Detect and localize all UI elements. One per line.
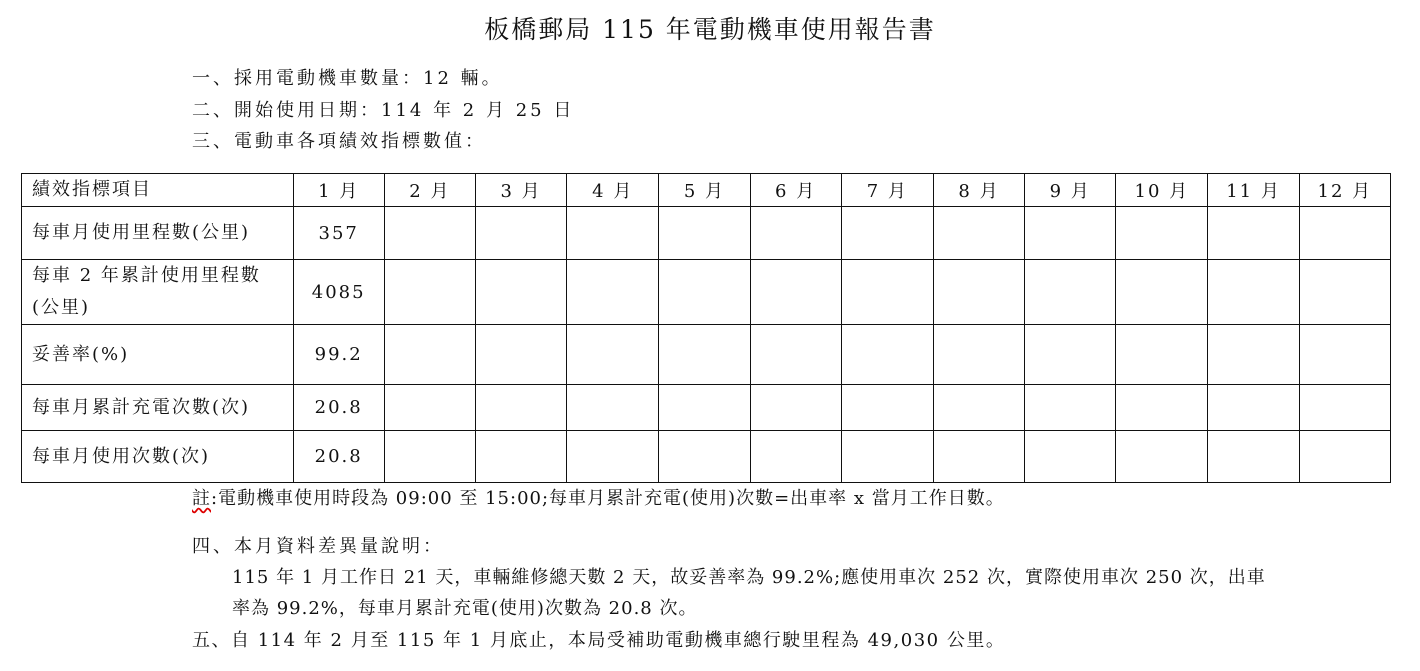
cell-value	[1299, 325, 1390, 385]
header-month: 9 月	[1025, 174, 1116, 207]
cell-value	[750, 260, 841, 325]
cell-value	[1025, 385, 1116, 431]
cell-value	[1025, 431, 1116, 483]
cell-value	[567, 260, 659, 325]
cell-value	[750, 385, 841, 431]
document-title: 板橋郵局 115 年電動機車使用報告書	[484, 15, 936, 44]
cell-value	[841, 325, 933, 385]
table-row	[22, 385, 1391, 431]
cell-value	[841, 385, 933, 431]
cell-value	[933, 260, 1024, 325]
cell-value	[384, 431, 475, 483]
cell-value	[933, 431, 1024, 483]
cell-value	[1025, 325, 1116, 385]
table-row	[22, 207, 1391, 260]
row-label: 每車月使用次數(次)	[22, 431, 294, 483]
item-start-date: 二、開始使用日期：114 年 2 月 25 日	[192, 100, 575, 121]
cell-value	[475, 207, 566, 260]
cell-value	[384, 385, 475, 431]
cell-value	[659, 385, 750, 431]
table-row	[22, 325, 1391, 385]
cell-value	[750, 325, 841, 385]
cell-value	[1116, 207, 1208, 260]
cell-value	[1116, 260, 1208, 325]
note-text: :電動機車使用時段為 09:00 至 15:00;每車月累計充電(使用)次數=出車率 x 當月工作日數。	[211, 488, 1005, 509]
header-month: 7 月	[841, 174, 933, 207]
cell-value	[1025, 207, 1116, 260]
row-label: 每車月使用里程數(公里)	[22, 207, 294, 260]
section5-total-mileage: 五、自 114 年 2 月至 115 年 1 月底止，本局受補助電動機車總行駛里程為 49,030 公里。	[192, 630, 1006, 651]
cell-value	[475, 431, 566, 483]
section4-line1: 115 年 1 月工作日 21 天，車輛維修總天數 2 天，故妥善率為 99.2%;應使用車次 252 次，實際使用車次 250 次，出車	[232, 567, 1266, 588]
cell-value	[841, 431, 933, 483]
header-month: 11 月	[1208, 174, 1299, 207]
header-month: 12 月	[1299, 174, 1390, 207]
cell-value	[567, 207, 659, 260]
cell-value	[1116, 325, 1208, 385]
table-row	[22, 431, 1391, 483]
cell-value	[475, 325, 566, 385]
cell-value	[933, 385, 1024, 431]
cell-value	[384, 260, 475, 325]
cell-value	[567, 385, 659, 431]
cell-value	[1208, 325, 1299, 385]
cell-value	[933, 207, 1024, 260]
section4-heading: 四、本月資料差異量說明：	[192, 536, 444, 557]
cell-value	[1208, 207, 1299, 260]
cell-value: 99.2	[293, 325, 384, 385]
header-month: 3 月	[475, 174, 566, 207]
header-kpi-item: 績效指標項目	[22, 174, 294, 207]
header-month: 2 月	[384, 174, 475, 207]
cell-value	[384, 207, 475, 260]
cell-value	[1208, 260, 1299, 325]
header-month: 6 月	[750, 174, 841, 207]
cell-value	[1299, 385, 1390, 431]
cell-value	[475, 385, 566, 431]
item-vehicle-count: 一、採用電動機車數量：12 輛。	[192, 68, 503, 89]
cell-value	[933, 325, 1024, 385]
row-label: 妥善率(%)	[22, 325, 294, 385]
cell-value	[659, 325, 750, 385]
cell-value: 20.8	[293, 431, 384, 483]
section4-line2: 率為 99.2%，每車月累計充電(使用)次數為 20.8 次。	[232, 598, 698, 619]
cell-value	[659, 207, 750, 260]
cell-value	[1116, 431, 1208, 483]
header-month: 4 月	[567, 174, 659, 207]
row-label-line: 每車 2 年累計使用里程數	[32, 265, 261, 286]
row-label-line: (公里)	[32, 297, 91, 318]
cell-value	[659, 260, 750, 325]
cell-value	[750, 207, 841, 260]
cell-value	[1299, 260, 1390, 325]
item-kpi-heading: 三、電動車各項績效指標數值：	[192, 131, 486, 152]
header-month: 5 月	[659, 174, 750, 207]
cell-value	[1025, 260, 1116, 325]
cell-value	[1116, 385, 1208, 431]
table-note	[192, 484, 1005, 510]
cell-value	[1299, 431, 1390, 483]
row-label	[22, 260, 294, 325]
cell-value	[567, 325, 659, 385]
kpi-table	[21, 173, 1391, 483]
cell-value: 20.8	[293, 385, 384, 431]
table-row	[22, 260, 1391, 325]
header-month: 10 月	[1116, 174, 1208, 207]
cell-value	[384, 325, 475, 385]
cell-value: 4085	[293, 260, 384, 325]
note-prefix: 註	[192, 488, 211, 509]
row-label: 每車月累計充電次數(次)	[22, 385, 294, 431]
cell-value	[1299, 207, 1390, 260]
cell-value	[841, 207, 933, 260]
cell-value	[567, 431, 659, 483]
cell-value	[475, 260, 566, 325]
header-month: 8 月	[933, 174, 1024, 207]
cell-value	[1208, 385, 1299, 431]
header-month: 1 月	[293, 174, 384, 207]
cell-value	[841, 260, 933, 325]
table-header-row	[22, 174, 1391, 207]
cell-value	[659, 431, 750, 483]
cell-value: 357	[293, 207, 384, 260]
cell-value	[1208, 431, 1299, 483]
cell-value	[750, 431, 841, 483]
